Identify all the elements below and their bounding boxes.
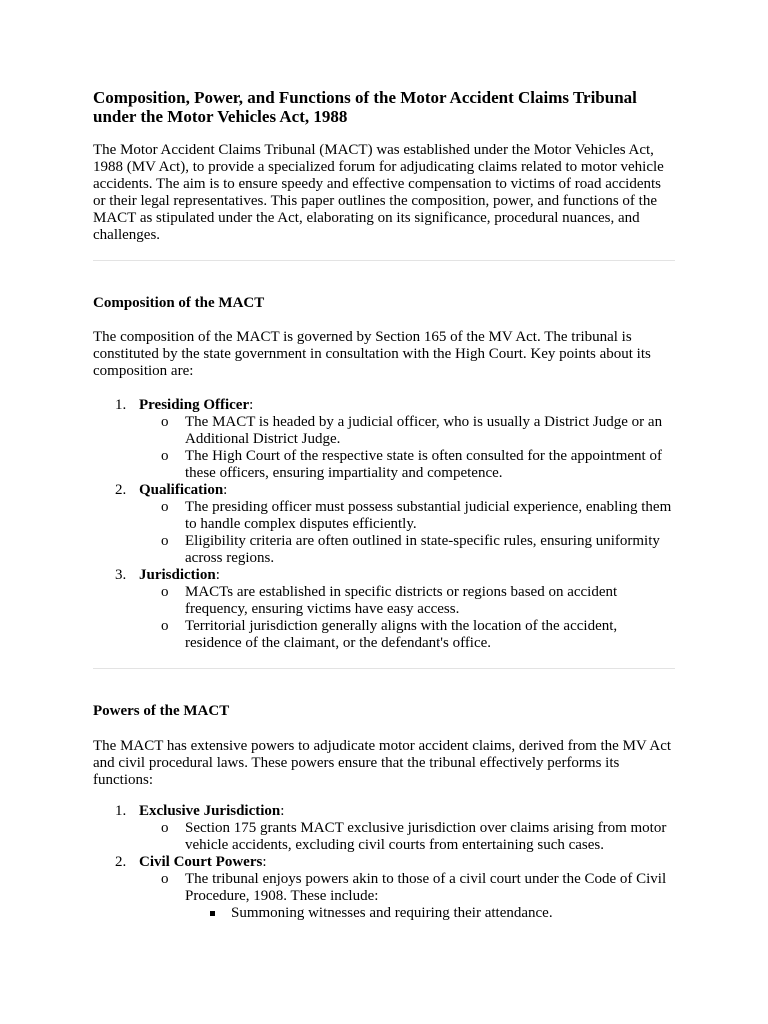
circle-bullet-icon: o [161,820,169,836]
list-item [93,482,675,567]
sub-item-text: The presiding officer must possess substantial judicial experience, enabling them to handle complex disputes efficiently. [185,499,672,532]
circle-bullet-icon: o [161,871,169,887]
circle-bullet-icon: o [161,618,169,634]
sub-list-item [139,871,675,922]
powers-list [93,803,675,922]
sub-list [139,414,675,482]
sub-list-item [139,414,675,448]
list-item-label: Exclusive Jurisdiction [139,803,281,819]
circle-bullet-icon: o [161,584,169,600]
sub-list [139,584,675,652]
sub-list-item [139,448,675,482]
list-item [93,397,675,482]
label-colon: : [223,482,228,498]
sub-list-item [139,584,675,618]
sub-item-text: Eligibility criteria are often outlined in state-specific rules, ensuring uniformity across regions. [185,533,660,566]
sub-sub-list [185,905,675,922]
list-number: 1. [115,803,127,819]
circle-bullet-icon: o [161,499,169,515]
list-item [93,803,675,854]
sub-list-item [139,533,675,567]
list-item-label: Jurisdiction [139,567,216,583]
square-bullet-icon [210,911,215,916]
composition-heading: Composition of the MACT [93,295,265,311]
circle-bullet-icon: o [161,533,169,549]
list-item-label: Qualification [139,482,224,498]
list-item-label: Presiding Officer [139,397,250,413]
list-item-label: Civil Court Powers [139,854,263,870]
composition-list [93,397,675,652]
list-item [93,854,675,922]
sub-sub-item-text: Summoning witnesses and requiring their attendance. [231,905,553,921]
sub-list [139,499,675,567]
sub-item-text: MACTs are established in specific districts or regions based on accident frequency, ensuring victims have easy access. [185,584,618,617]
list-number: 3. [115,567,127,583]
sub-list-item [139,499,675,533]
composition-intro: The composition of the MACT is governed by Section 165 of the MV Act. The tribunal is constituted by the state government in consultation with the High Court. Key points about its composition are: [93,329,651,379]
label-colon: : [262,854,267,870]
sub-list-item [139,820,675,854]
label-colon: : [280,803,285,819]
section-divider [93,260,675,261]
document-title: Composition, Power, and Functions of the Motor Accident Claims Tribunal under the Motor Vehicles Act, 1988 [93,88,637,126]
circle-bullet-icon: o [161,414,169,430]
sub-list [139,871,675,922]
sub-list [139,820,675,854]
sub-item-text: The tribunal enjoys powers akin to those of a civil court under the Code of Civil Procedure, 1908. These include: [185,871,667,904]
sub-item-text: Territorial jurisdiction generally aligns with the location of the accident, residence of the claimant, or the defendant's office. [185,618,618,651]
sub-item-text: Section 175 grants MACT exclusive jurisdiction over claims arising from motor vehicle accidents, excluding civil courts from entertaining such cases. [185,820,667,853]
powers-heading: Powers of the MACT [93,703,230,719]
sub-sub-list-item [185,905,675,922]
sub-list-item [139,618,675,652]
list-item [93,567,675,652]
label-colon: : [215,567,220,583]
section-divider [93,668,675,669]
circle-bullet-icon: o [161,448,169,464]
list-number: 1. [115,397,127,413]
powers-intro: The MACT has extensive powers to adjudicate motor accident claims, derived from the MV Act and civil procedural laws. These powers ensure that the tribunal effectively performs its functions: [93,738,672,788]
sub-item-text: The MACT is headed by a judicial officer, who is usually a District Judge or an Additional District Judge. [185,414,663,447]
list-number: 2. [115,482,127,498]
label-colon: : [249,397,254,413]
sub-item-text: The High Court of the respective state is often consulted for the appointment of these officers, ensuring impartiality and competence. [185,448,662,481]
list-number: 2. [115,854,127,870]
intro-paragraph: The Motor Accident Claims Tribunal (MACT) was established under the Motor Vehicles Act, 1988 (MV Act), to provide a specialized forum for adjudicating claims related to motor vehicle accidents. The aim is to ensure speedy and effective compensation to victims of road accidents or their legal representatives. This paper outlines the composition, power, and functions of the MACT as stipulated under the Act, elaborating on its significance, procedural nuances, and challenges. [93,142,664,243]
